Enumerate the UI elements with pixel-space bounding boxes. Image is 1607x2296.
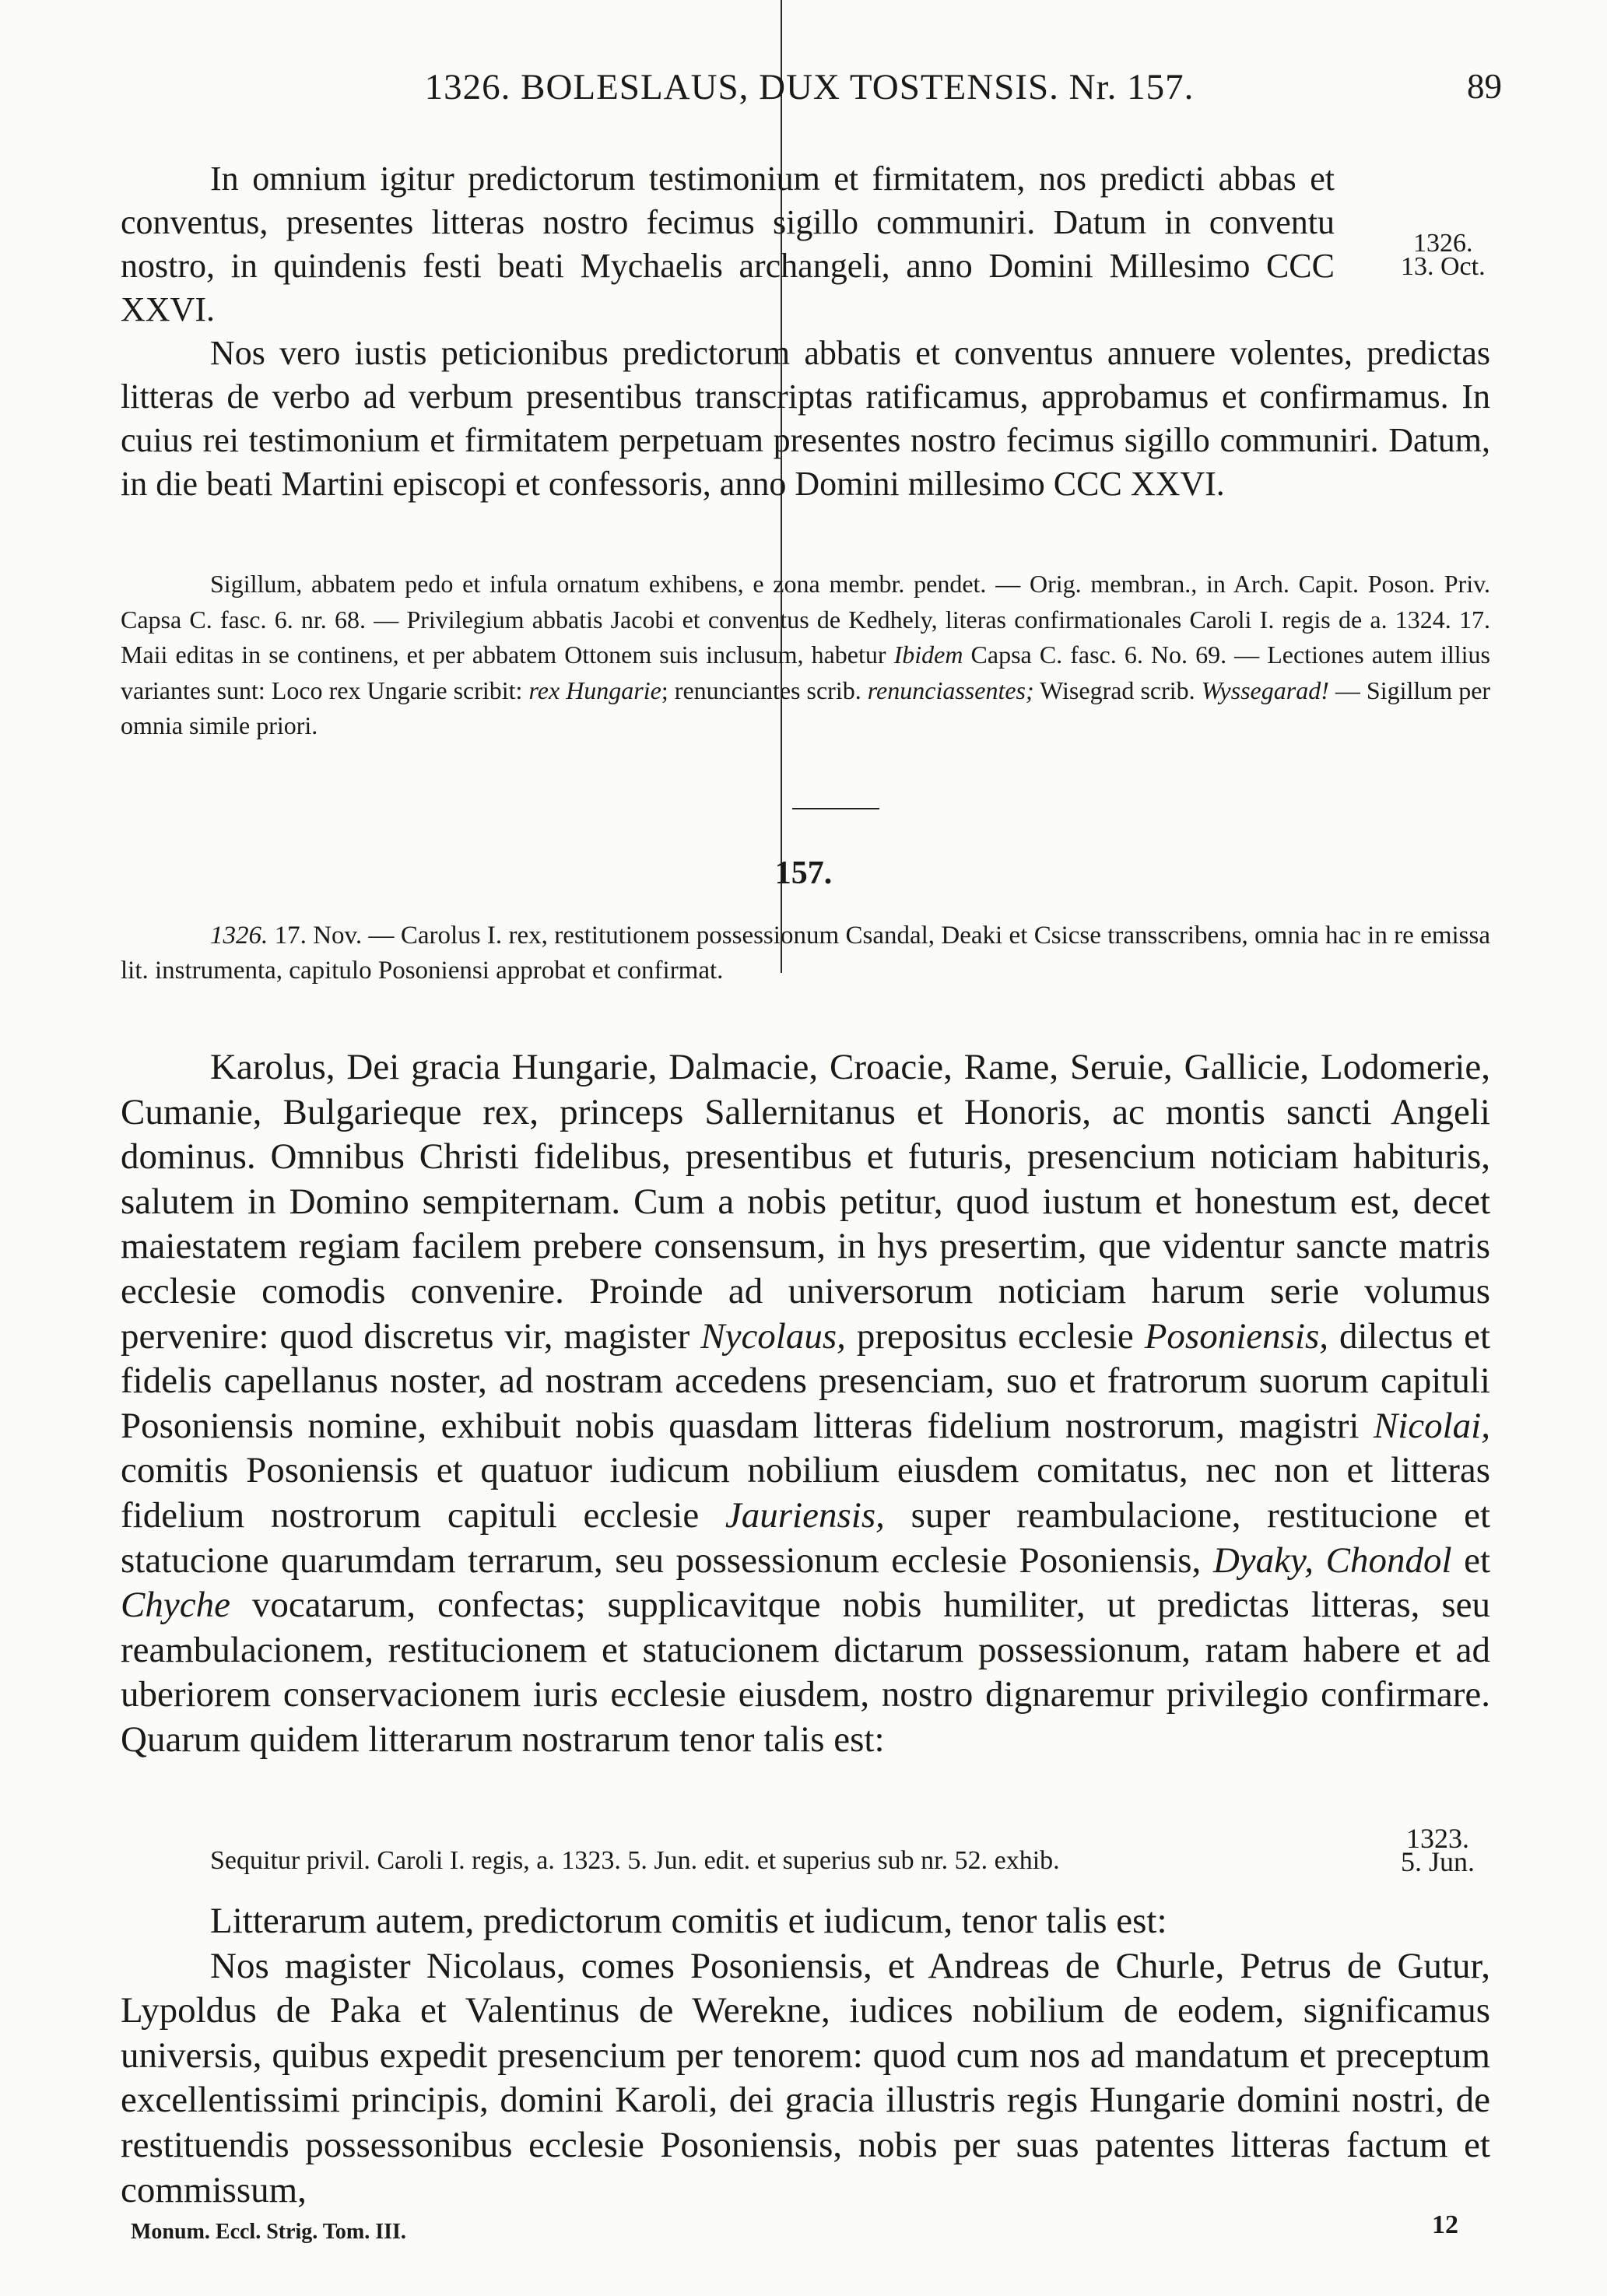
closing-paragraph [121,157,1490,506]
note-renunciassentes: renunciassentes; [867,676,1034,704]
page-number: 89 [1467,67,1502,106]
running-head: 1326. BOLESLAUS, DUX TOSTENSIS. Nr. 157. [424,67,1195,107]
charter-paragraph: Karolus, Dei gracia Hungarie, Dalmacie, Croacie, Rame, Seruie, Gallicie, Lodomerie, Cumanie, Bulgarieque rex, princeps Sallernitanus et Honoris, ac montis sancti Angeli dominus. Omnibus Christi fidelibus, presentibus et futuris, presencium noticiam habituris, salutem in Domino sempiternam. Cum a nobis petitur, quod iustum et honestum est, decet maiestatem regiam facilem prebere consensum, in hys presertim, que videntur sancte matris ecclesie comodis convenire. Proinde ad universorum noticiam harum serie volumus pervenire: quod discretus vir, magister Nycolaus, prepositus ecclesie Posoniensis, dilectus et fidelis capellanus noster, ad nostram accedens presenciam, suo et fratrorum suorum capituli Posoniensis nomine, exhibuit nobis quasdam litteras fidelium nostrorum, magistri Nicolai, comitis Posoniensis et quatuor iudicum nobilium eiusdem comitatus, nec non et litteras fidelium nostrorum capituli ecclesie Jauriensis, super reambulacione, restitucione et statucione quarumdam terrarum, seu possessionum ecclesie Posoniensis, Dyaky, Chondol et Chyche vocatarum, confectas; supplicavitque nobis humiliter, ut predictas litteras, seu reambulacionem, restitucionem et statucionem dictarum possessionum, ratam habere et ad uberiorem conservacionem iuris ecclesie eiusdem, nostro dignaremur privilegio confirmare. Quarum quidem litterarum nostrarum tenor talis est: [121,1047,1491,1760]
page-header [117,66,1502,121]
charter-text [121,1045,1490,1763]
note-wyssegarad: Wyssegarad! [1201,676,1329,704]
inserted-text: Nos magister Nicolaus, comes Posoniensis, et Andreas de Churle, Petrus de Gutur, Lypoldus de Paka et Valentinus de Werekne, iudices nobilium de eodem, significamus universis, quibus expedit presencium per tenorem: quod cum nos ad mandatum et preceptum excellentissimi principis, domini Karoli, dei gracia illustris regis Hungarie domini nostri, de restituendis possessonibus ecclesie Posoniensis, nobis per suas patentes litteras factum et commissum, [121,1945,1490,2210]
confirmation-paragraph: Nos vero iustis peticionibus predictorum abbatis et conventus annuere volentes, predictas litteras de verbo ad verbum presentibus transcriptas ratificamus, approbamus et confirmamus. In cuius rei testimonium et firmitatem perpetuam presentes nostro fecimus sigillo communiri. Datum, in die beati Martini episcopi et confessoris, anno Domini millesimo CCC XXVI. [121,334,1490,503]
inserted-charter [121,1899,1490,2213]
margin-date-1326 [1401,229,1486,281]
inserted-intro: Litterarum autem, predictorum comitis et iudicum, tenor talis est: [210,1901,1167,1941]
regest [121,918,1490,988]
section-divider [792,808,879,809]
name-chyche: Chyche [121,1585,230,1626]
margin-year: 1323. [1406,1823,1469,1854]
note-rex-hungarie: rex Hungarie [528,676,661,704]
name-dyaky-chondol: Dyaky, Chondol [1212,1539,1452,1581]
regest-year: 1326. [210,922,268,950]
footer-series-title: Monum. Eccl. Strig. Tom. III. [131,2220,406,2244]
apparatus-note [121,567,1490,744]
regest-text: 1326. 17. Nov. — Carolus I. rex, restitutionem possessionum Csandal, Deaki et Csicse transscribens, omnia hac in re emissa lit. instrumenta, capitulo Posoniensi approbat et confirmat. [121,922,1490,985]
margin-year: 1326. [1413,229,1473,258]
margin-day: 5. Jun. [1401,1846,1475,1877]
note-ibidem: Ibidem [893,641,963,669]
margin-day: 13. Oct. [1401,252,1486,281]
testimony-paragraph: In omnium igitur predictorum testimonium et firmitatem, nos predicti abbas et conventus, presentes litteras nostro fecimus sigillo communiri. Datum in conventu nostro, in quindenis festi beati Mychaelis archangeli, anno Domini Millesimo CCC XXVI. [121,160,1335,328]
name-nycolaus: Nycolaus, [700,1315,846,1357]
name-posoniensis: Posoniensis, [1144,1315,1328,1357]
document-number: 157. [774,855,833,891]
footer-signature-mark: 12 [1432,2210,1458,2239]
note-text: Sigillum, abbatem pedo et infula ornatum exhibens, e zona membr. pendet. — Orig. membran., in Arch. Capit. Poson. Priv. Capsa C. fasc. 6. nr. 68. — Privilegium abbatis Jacobi et conventus de Kedhely, literas confirmationales Caroli I. regis de a. 1324. 17. Maii editas in se continens, et per abbatem Ottonem suis inclusum, habetur Ibidem Capsa C. fasc. 6. No. 69. — Lectiones autem illius variantes sunt: Loco rex Ungarie scribit: rex Hungarie; renunciantes scrib. renunciassentes; Wisegrad scrib. Wyssegarad! — Sigillum per omnia simile priori. [121,570,1491,739]
name-nicolai: Nicolai, [1373,1405,1490,1446]
name-jauriensis: Jauriensis, [725,1494,885,1536]
margin-date-1323 [1401,1823,1475,1877]
sequitur-text: Sequitur privil. Caroli I. regis, a. 1323. 5. Jun. edit. et superius sub nr. 52. exhib. [210,1846,1060,1875]
sequitur-note [121,1843,1335,1878]
